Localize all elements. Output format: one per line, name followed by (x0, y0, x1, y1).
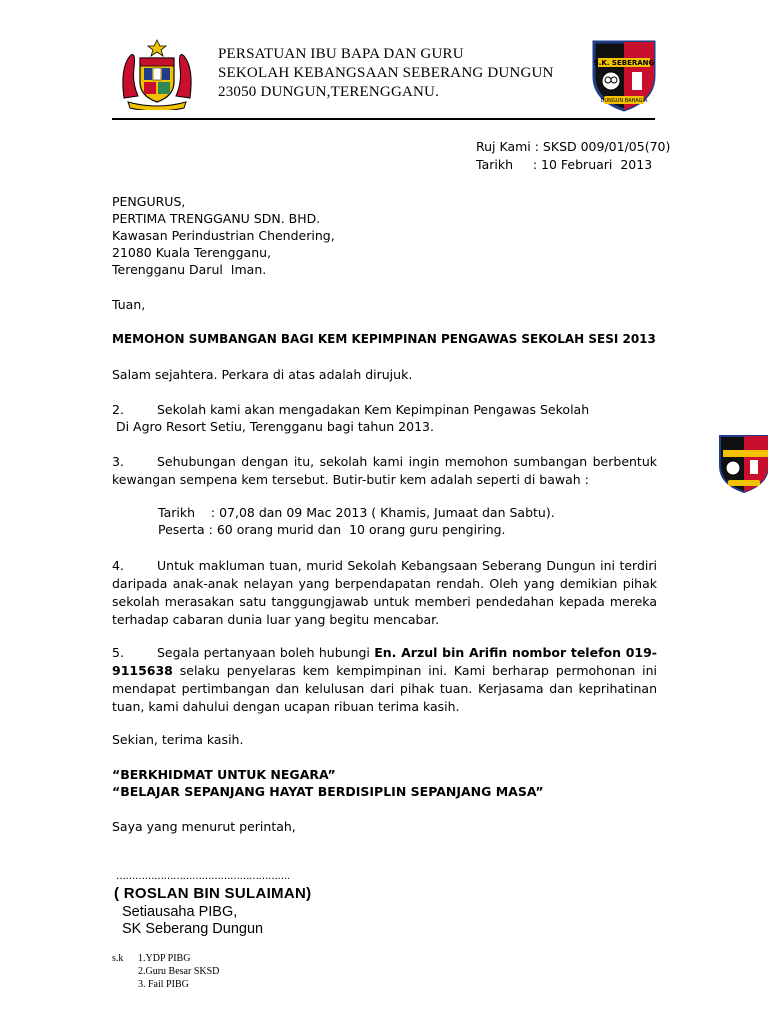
sign-off: Saya yang menurut perintah, (112, 819, 296, 834)
school-crest-watermark-emblem (716, 430, 768, 496)
paragraph-5-text-before: Segala pertanyaan boleh hubungi (157, 645, 375, 660)
cc-label: s.k (112, 953, 124, 964)
paragraph-2-line-1 (112, 402, 589, 417)
letterhead-line-3: 23050 DUNGUN,TERENGGANU. (218, 84, 440, 100)
detail-date: Tarikh : 07,08 dan 09 Mac 2013 ( Khamis, Jumaat dan Sabtu). (158, 505, 555, 520)
signatory-title-1: Setiausaha PIBG, (122, 904, 238, 920)
motto-2: “BELAJAR SEPANJANG HAYAT BERDISIPLIN SEPANJANG MASA” (112, 784, 544, 799)
paragraph-5-number: 5. (112, 645, 124, 660)
paragraph-2-text-1: Sekolah kami akan mengadakan Kem Kepimpinan Pengawas Sekolah (157, 402, 590, 417)
salutation: Tuan, (112, 297, 146, 312)
detail-participants: Peserta : 60 orang murid dan 10 orang guru pengiring. (158, 522, 506, 537)
signature-line: ………………………………………………. (116, 871, 290, 882)
paragraph-4-text: Untuk makluman tuan, murid Sekolah Kebangsaan Seberang Dungun ini terdiri daripada anak-anak nelayan yang berpendapatan rendah. Oleh yang demikian pihak sekolah merasakan satu tanggungjawab untuk memberi pendedahan kepada mereka terhadap cabaran dunia luar yang begitu mencabar. (112, 558, 657, 627)
motto-1: “BERKHIDMAT UNTUK NEGARA” (112, 767, 336, 782)
recipient-line-4: 21080 Kuala Terengganu, (112, 245, 272, 260)
paragraph-4-number: 4. (112, 558, 124, 573)
closing: Sekian, terima kasih. (112, 732, 244, 747)
paragraph-5 (112, 644, 657, 716)
paragraph-5-contact: En. Arzul bin Arifin nombor telefon 019-9115638 (112, 645, 657, 678)
letterhead-line-1: PERSATUAN IBU BAPA DAN GURU (218, 46, 464, 62)
letter-subject: MEMOHON SUMBANGAN BAGI KEM KEPIMPINAN PENGAWAS SEKOLAH SESI 2013 (112, 332, 656, 346)
paragraph-3-text: Sehubungan dengan itu, sekolah kami ingin memohon sumbangan berbentuk kewangan sempena kem tersebut. Butir-butir kem adalah seperti di bawah : (112, 454, 657, 487)
paragraph-5-text-after: selaku penyelaras kem kempimpinan ini. Kami berharap permohonan ini mendapat pertimbangan dan kelulusan dari pihak tuan. Kerjasama dan keprihatinan tuan, kami dahului dengan ucapan ribuan terima kasih. (112, 663, 657, 714)
letterhead-line-2: SEKOLAH KEBANGSAAN SEBERANG DUNGUN (218, 65, 554, 81)
recipient-line-2: PERTIMA TRENGGANU SDN. BHD. (112, 211, 321, 226)
signatory-name: ( ROSLAN BIN SULAIMAN) (114, 885, 312, 902)
paragraph-3 (112, 453, 657, 489)
cc-item-1: 1.YDP PIBG (138, 953, 191, 964)
recipient-line-1: PENGURUS, (112, 194, 186, 209)
paragraph-4 (112, 557, 657, 629)
paragraph-2-number: 2. (112, 402, 124, 417)
greeting: Salam sejahtera. Perkara di atas adalah dirujuk. (112, 367, 413, 382)
cc-item-2: 2.Guru Besar SKSD (138, 966, 220, 977)
cc-item-3: 3. Fail PIBG (138, 979, 189, 990)
coat-of-arms-emblem (118, 38, 196, 110)
reference-date: Tarikh : 10 Februari 2013 (476, 157, 653, 172)
recipient-line-3: Kawasan Perindustrian Chendering, (112, 228, 335, 243)
crest-bottom-text: DUNGUN BAHAGIA (600, 98, 648, 104)
letterhead-divider (112, 118, 655, 120)
signatory-title-2: SK Seberang Dungun (122, 921, 264, 937)
crest-top-text: S.K. SEBERANG (593, 59, 655, 67)
school-crest-emblem (590, 36, 658, 112)
recipient-line-5: Terengganu Darul Iman. (112, 262, 267, 277)
paragraph-3-number: 3. (112, 454, 124, 469)
paragraph-2-text-2: Di Agro Resort Setiu, Terengganu bagi tahun 2013. (112, 419, 434, 434)
reference-number: Ruj Kami : SKSD 009/01/05(70) (476, 139, 671, 154)
